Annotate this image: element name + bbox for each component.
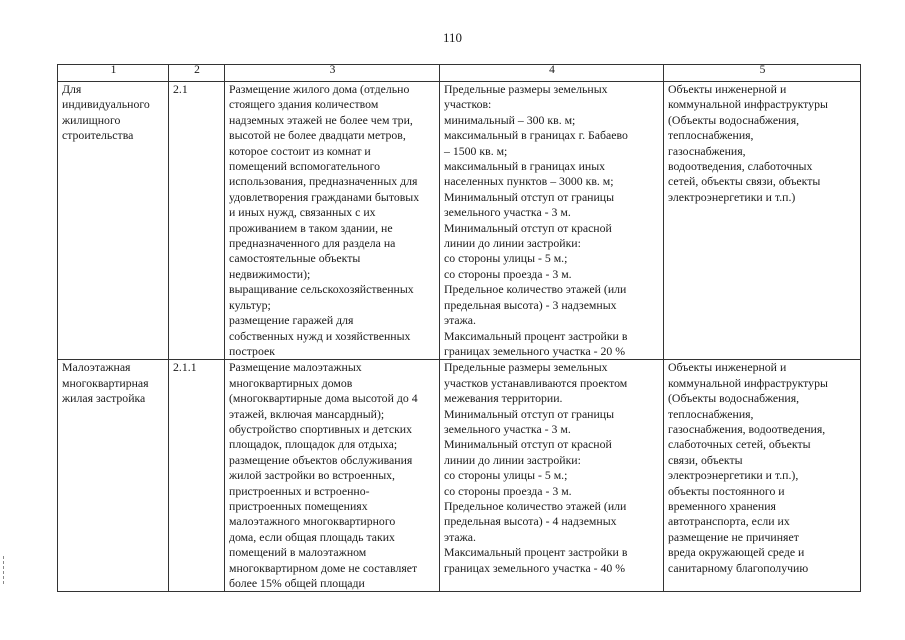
header-col-3: 3: [225, 65, 440, 82]
text-line: коммунальной инфраструктуры: [668, 97, 828, 112]
auxiliary-objects-cell: [664, 82, 861, 360]
text-line: культур;: [229, 297, 271, 312]
text-line: пристроенных помещениях: [229, 498, 368, 513]
text-line: размещение объектов обслуживания: [229, 452, 413, 467]
text-line: построек: [229, 343, 275, 358]
text-line: коммунальной инфраструктуры: [668, 375, 828, 390]
header-col-5: 5: [664, 65, 861, 82]
text-line: со стороны улицы - 5 м.;: [444, 468, 568, 483]
text-line: предназначенного для раздела на: [229, 236, 396, 251]
text-line: 2.1.1: [173, 360, 197, 375]
text-line: использования, предназначенных для: [229, 174, 418, 189]
text-line: размещение гаражей для: [229, 313, 354, 328]
text-line: газоснабжения,: [668, 143, 746, 158]
auxiliary-objects-cell: [664, 360, 861, 592]
text-line: предельная высота) - 3 надземных: [444, 297, 617, 312]
table-row: [58, 360, 861, 592]
text-line: самостоятельные объекты: [229, 251, 361, 266]
text-line: надземных этажей не более чем три,: [229, 112, 413, 127]
code-cell: [169, 82, 225, 360]
header-col-1: 1: [58, 65, 169, 82]
text-line: выращивание сельскохозяйственных: [229, 282, 414, 297]
use-type-cell: [58, 360, 169, 592]
text-line: Минимальный отступ от границы: [444, 406, 615, 421]
text-line: обустройство спортивных и детских: [229, 421, 413, 436]
text-line: размещение не причиняет: [668, 529, 799, 544]
text-line: (Объекты водоснабжения,: [668, 391, 800, 406]
text-line: (многоквартирные дома высотой до 4: [229, 391, 418, 406]
text-line: максимальный в границах г. Бабаево: [444, 128, 628, 143]
text-line: удовлетворения гражданами бытовых: [229, 189, 420, 204]
text-line: связи, объекты: [668, 452, 743, 467]
header-col-4: 4: [440, 65, 664, 82]
text-line: сетей, объекты связи, объекты: [668, 174, 821, 189]
text-line: собственных нужд и хозяйственных: [229, 328, 411, 343]
header-col-2: 2: [169, 65, 225, 82]
use-type-cell: [58, 82, 169, 360]
text-line: линии до линии застройки:: [444, 452, 581, 467]
text-line: межевания территории.: [444, 391, 563, 406]
text-line: минимальный – 300 кв. м;: [444, 112, 576, 127]
text-line: индивидуального: [62, 97, 150, 112]
text-line: дома, если общая площадь таких: [229, 529, 395, 544]
text-line: санитарному благополучию: [668, 560, 809, 575]
text-line: Предельные размеры земельных: [444, 82, 608, 96]
text-line: более 15% общей площади: [229, 576, 365, 590]
text-line: жилищного: [62, 112, 121, 127]
text-line: земельного участка - 3 м.: [444, 205, 571, 220]
page-number: 110: [442, 30, 463, 45]
text-line: Минимальный отступ от красной: [444, 437, 612, 452]
text-line: жилая застройка: [62, 391, 146, 406]
text-line: электроэнергетики и т.п.): [668, 189, 796, 204]
text-line: участков:: [444, 97, 492, 112]
text-line: предельная высота) - 4 надземных: [444, 514, 617, 529]
text-line: линии до линии застройки:: [444, 236, 581, 251]
code-cell: [169, 360, 225, 592]
parameters-cell: [440, 360, 664, 592]
text-line: стоящего здания количеством: [229, 97, 379, 112]
text-line: Максимальный процент застройки в: [444, 328, 628, 343]
description-cell: [225, 360, 440, 592]
text-line: Объекты инженерной и: [668, 360, 787, 375]
zoning-table: [57, 64, 861, 592]
text-line: высотой не более двадцати метров,: [229, 128, 406, 143]
text-line: малоэтажного многоквартирного: [229, 514, 396, 529]
text-line: газоснабжения, водоотведения,: [668, 421, 826, 436]
text-line: Максимальный процент застройки в: [444, 545, 628, 560]
text-line: земельного участка - 3 м.: [444, 421, 571, 436]
margin-mark: [3, 556, 8, 584]
text-line: населенных пунктов – 3000 кв. м;: [444, 174, 614, 189]
table-row: [58, 82, 861, 360]
text-line: границах земельного участка - 40 %: [444, 560, 626, 575]
text-line: 2.1: [173, 82, 188, 96]
text-line: теплоснабжения,: [668, 128, 754, 143]
text-line: границах земельного участка - 20 %: [444, 343, 626, 358]
text-line: Минимальный отступ от красной: [444, 220, 612, 235]
text-line: – 1500 кв. м;: [444, 143, 508, 158]
text-line: которое состоит из комнат и: [229, 143, 371, 158]
text-line: этажа.: [444, 529, 476, 544]
text-line: вреда окружающей среде и: [668, 545, 805, 560]
text-line: Размещение малоэтажных: [229, 360, 362, 375]
text-line: автотранспорта, если их: [668, 514, 790, 529]
text-line: объекты постоянного и: [668, 483, 785, 498]
text-line: Малоэтажная: [62, 360, 131, 375]
description-cell: [225, 82, 440, 360]
text-line: многоквартирном доме не составляет: [229, 560, 418, 575]
text-line: участков устанавливаются проектом: [444, 375, 628, 390]
text-line: со стороны улицы - 5 м.;: [444, 251, 568, 266]
text-line: электроэнергетики и т.п.),: [668, 468, 799, 483]
text-line: этажа.: [444, 313, 476, 328]
text-line: многоквартирных домов: [229, 375, 353, 390]
text-line: этажей, включая мансардный);: [229, 406, 385, 421]
text-line: многоквартирная: [62, 375, 149, 390]
parameters-cell: [440, 82, 664, 360]
text-line: жилой застройки во встроенных,: [229, 468, 395, 483]
text-line: Предельное количество этажей (или: [444, 282, 627, 297]
text-line: помещений в малоэтажном: [229, 545, 367, 560]
text-line: водоотведения, слаботочных: [668, 159, 813, 174]
text-line: помещений вспомогательного: [229, 159, 381, 174]
text-line: (Объекты водоснабжения,: [668, 112, 800, 127]
text-line: со стороны проезда - 3 м.: [444, 266, 572, 281]
text-line: Размещение жилого дома (отдельно: [229, 82, 410, 96]
text-line: недвижимости);: [229, 266, 311, 281]
text-line: Для: [62, 82, 82, 96]
header-row: [58, 65, 861, 82]
text-line: площадок, площадок для отдыха;: [229, 437, 398, 452]
text-line: слаботочных сетей, объекты: [668, 437, 811, 452]
text-line: Минимальный отступ от границы: [444, 189, 615, 204]
text-line: Предельное количество этажей (или: [444, 498, 627, 513]
text-line: строительства: [62, 128, 134, 143]
text-line: проживанием в таком здании, не: [229, 220, 393, 235]
text-line: Предельные размеры земельных: [444, 360, 608, 375]
text-line: теплоснабжения,: [668, 406, 754, 421]
text-line: максимальный в границах иных: [444, 159, 606, 174]
text-line: Объекты инженерной и: [668, 82, 787, 96]
text-line: пристроенных и встроенно-: [229, 483, 370, 498]
text-line: и иных нужд, связанных с их: [229, 205, 376, 220]
text-line: со стороны проезда - 3 м.: [444, 483, 572, 498]
text-line: временного хранения: [668, 498, 776, 513]
